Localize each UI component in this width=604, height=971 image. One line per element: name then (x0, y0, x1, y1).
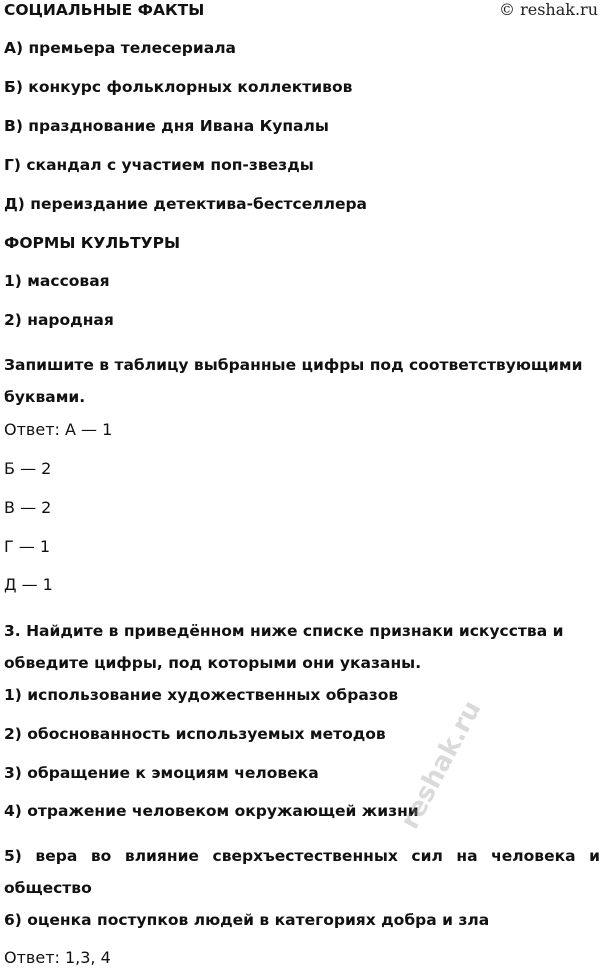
list-item: 5) вера во влияние сверхъестественных сил на человека и общество (4, 847, 600, 897)
watermark: © reshak.ru (499, 0, 598, 19)
list-item: А) премьера телесериала (4, 39, 237, 57)
answer-line: В — 2 (4, 498, 52, 517)
list-item: 2) народная (4, 311, 114, 329)
list-item: Д) переиздание детектива-бестселлера (4, 195, 368, 213)
task3-answer: Ответ: 1,3, 4 (4, 948, 111, 967)
list-item: В) празднование дня Ивана Купалы (4, 117, 329, 135)
section-title-culture-forms: ФОРМЫ КУЛЬТУРЫ (4, 234, 181, 252)
answer-line: Д — 1 (4, 575, 53, 594)
answer-line: Г — 1 (4, 537, 51, 556)
list-item: 1) массовая (4, 272, 110, 290)
list-item: 6) оценка поступков людей в категориях добра и зла (4, 911, 490, 929)
answer-line: Б — 2 (4, 459, 52, 478)
task3-question: 3. Найдите в приведённом ниже списке признаки искусства и обведите цифры, под которыми они указаны. (4, 622, 564, 672)
instruction-text: Запишите в таблицу выбранные цифры под соответствующими буквами. (4, 356, 583, 406)
list-item: 2) обоснованность используемых методов (4, 725, 386, 743)
list-item: Б) конкурс фольклорных коллективов (4, 78, 353, 96)
diagonal-watermark: reshak.ru (395, 695, 488, 835)
list-item: 1) использование художественных образов (4, 686, 399, 704)
section-title-social-facts: СОЦИАЛЬНЫЕ ФАКТЫ (4, 1, 205, 19)
answer-line: Ответ: А — 1 (4, 420, 113, 439)
list-item: 3) обращение к эмоциям человека (4, 764, 319, 782)
list-item: 4) отражение человеком окружающей жизни (4, 802, 419, 820)
list-item: Г) скандал с участием поп-звезды (4, 156, 314, 174)
